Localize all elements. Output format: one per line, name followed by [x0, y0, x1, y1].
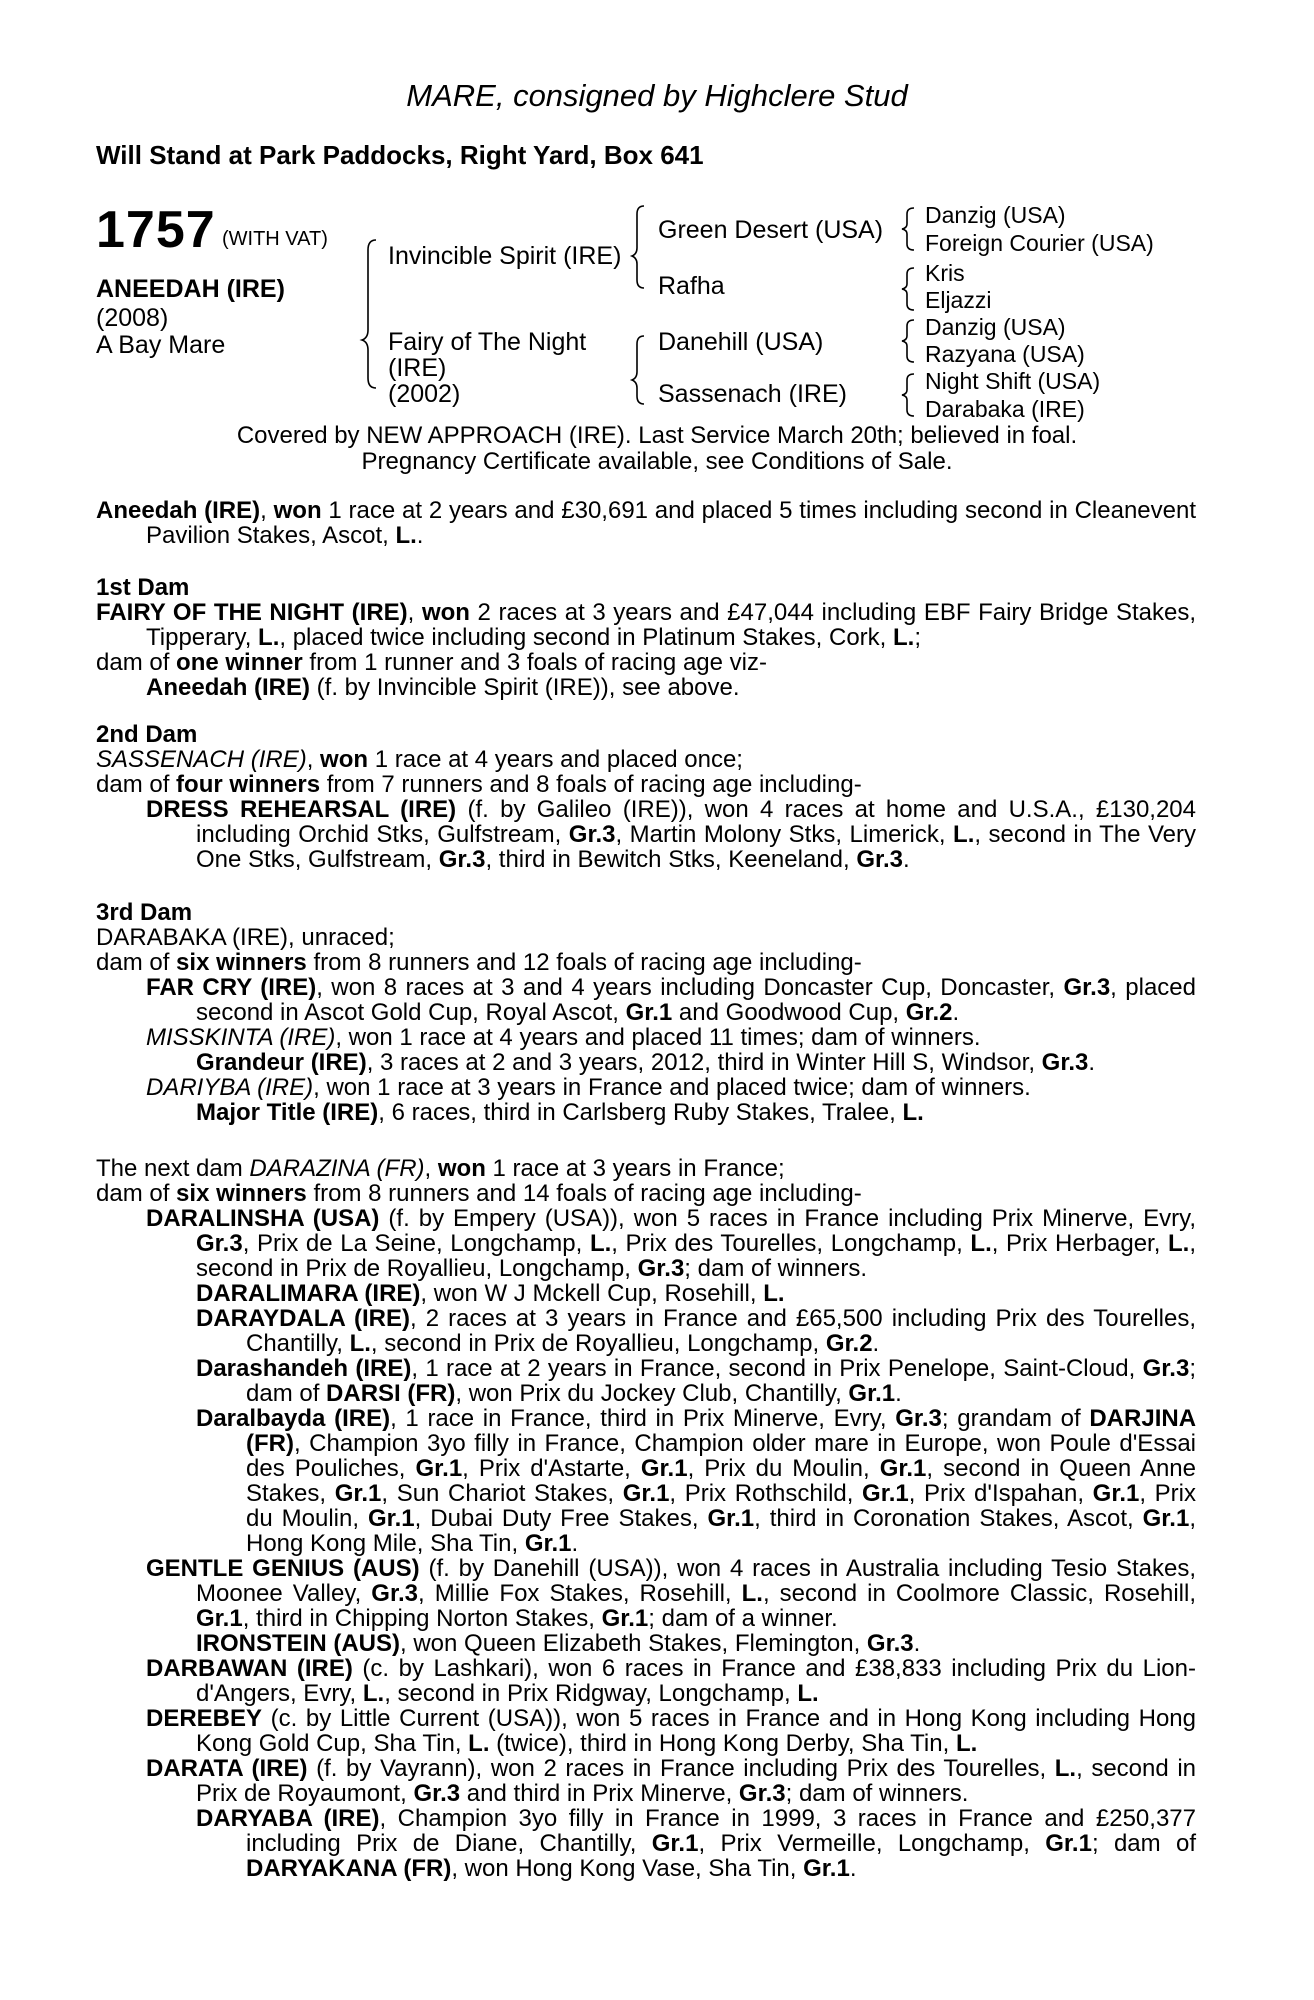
darbawan-t1: (c. by Lashkari), won 6 races in France and £38,833 including Prix du Lion-d'Angers, Evry, [196, 1655, 1196, 1707]
ironstein-t1: , won Queen Elizabeth Stakes, Flemington, [400, 1630, 867, 1657]
farcry-name: FAR CRY (IRE) [146, 974, 317, 1001]
daraydala [96, 1306, 1196, 1356]
darjina-t8: , Prix du Moulin, [246, 1480, 1196, 1532]
darashandeh-t3: , won Prix du Jockey Club, Chantilly, [455, 1380, 849, 1407]
intro-text: 1 race at 2 years and £30,691 and placed 5 times including second in Cleanevent Pavilion Stakes, Ascot, [146, 497, 1197, 549]
dam4-damof-pre: dam of [96, 1180, 177, 1207]
darjina-g1j: Gr.1 [1142, 1505, 1190, 1532]
darjina-g1b: Gr.1 [640, 1455, 688, 1482]
dam2-t1: 1 race at 4 years and placed once; [368, 746, 743, 773]
dam3-damof-b: six winners [176, 949, 307, 976]
darashandeh-t1: , 1 race at 2 years in France, second in Prix Penelope, Saint-Cloud, [411, 1355, 1143, 1382]
dam4-comma: , [424, 1155, 438, 1182]
darashandeh-g3: Gr.3 [1142, 1355, 1190, 1382]
darbawan-t2: , second in Prix Ridgway, Longchamp, [384, 1680, 798, 1707]
darashandeh-t2: ; dam of [246, 1355, 1196, 1407]
dam4-won: won [437, 1155, 486, 1182]
darbawan-l1: L. [362, 1680, 385, 1707]
darashandeh-name: Darashandeh (IRE) [196, 1355, 412, 1382]
darashandeh-g1: Gr.1 [848, 1380, 896, 1407]
dam2-heading: 2nd Dam [96, 721, 198, 748]
daryaba-name: DARYABA (IRE) [196, 1805, 380, 1832]
grandeur-t2: . [1088, 1049, 1096, 1076]
derebey-name: DEREBEY [146, 1705, 263, 1732]
dam2-damof [96, 772, 1196, 797]
dam4-name: DARAZINA (FR) [249, 1155, 425, 1182]
daralinsha-l3: L. [1168, 1230, 1190, 1257]
dam2-p1-name: DRESS REHEARSAL (IRE) [146, 796, 457, 823]
darsi-name: DARSI (FR) [326, 1380, 456, 1407]
intro-listed: L. [395, 522, 417, 549]
dam2-p1-t3: , second in The Very One Stks, Gulfstream, [196, 821, 1197, 873]
misskinta-name: MISSKINTA (IRE) [146, 1024, 336, 1051]
darjina-t2: , Prix d'Astarte, [462, 1455, 641, 1482]
daralbayda-name: Daralbayda (IRE) [196, 1405, 391, 1432]
gentlegenius-t5: ; dam of a winner. [648, 1605, 838, 1632]
darjina-g1f: Gr.1 [862, 1480, 909, 1507]
darjina-t9: , Dubai Duty Free Stakes, [414, 1505, 708, 1532]
daralinsha-t5: , second in Prix de Royallieu, Longchamp, [196, 1230, 1196, 1282]
gg-4: Eljazzi [925, 287, 992, 313]
gentlegenius-t3: , second in Coolmore Classic, Rosehill, [762, 1580, 1197, 1607]
dam3-farcry [96, 975, 1196, 1025]
farcry-g2: Gr.2 [905, 999, 953, 1026]
daraydala-l: L. [349, 1330, 371, 1357]
dam1-p1-text: (f. by Invincible Spirit (IRE)), see above. [310, 674, 740, 701]
daralbayda-g3: Gr.3 [895, 1405, 942, 1432]
gentlegenius-name: GENTLE GENIUS (AUS) [146, 1555, 420, 1582]
sire: Invincible Spirit (IRE) [388, 242, 622, 270]
sire-sire: Green Desert (USA) [658, 216, 884, 244]
pedigree-brackets [0, 0, 1314, 440]
daralinsha-t3: , Prix des Tourelles, Longchamp, [611, 1230, 971, 1257]
derebey-t1: (c. by Little Current (USA)), won 5 races in France and in Hong Kong including Hong Kong Gold Cup, Sha Tin, [196, 1705, 1196, 1757]
daralinsha [96, 1206, 1196, 1281]
daralinsha-g3b: Gr.3 [637, 1255, 685, 1282]
bracket-dd [902, 374, 914, 416]
dam2-damof-post: from 7 runners and 8 foals of racing age including- [320, 771, 862, 798]
dam1-p1-name: Aneedah (IRE) [146, 674, 311, 701]
darjina-t6: , Prix Rothschild, [669, 1480, 863, 1507]
daryaba-t3: ; dam of [1091, 1830, 1196, 1857]
dam2-damof-b: four winners [176, 771, 321, 798]
darjina-g1e: Gr.1 [622, 1480, 670, 1507]
sire-dam: Rafha [658, 272, 725, 300]
dam1-l2: L. [893, 624, 915, 651]
dam-year: (2002) [388, 380, 461, 408]
dam2-g3b: Gr.3 [438, 846, 486, 873]
gentlegenius-t1: (f. by Danehill (USA)), won 4 races in Australia including Tesio Stakes, Moonee Valley, [196, 1555, 1197, 1607]
gg-7: Night Shift (USA) [925, 368, 1101, 394]
dam1-record: FAIRY OF THE NIGHT (IRE), won 2 races at 3 years and £47,044 including EBF Fairy Bridge Stakes, Tipperary, L., placed twice including second in Platinum Stakes, Cork, L.; [96, 599, 1196, 651]
darjina-t4: , second in Queen Anne Stakes, [246, 1455, 1197, 1507]
dam3-damof-post: from 8 runners and 12 foals of racing age including- [306, 949, 862, 976]
dam1-heading: 1st Dam [96, 574, 190, 601]
daryaba-t4: , won Hong Kong Vase, Sha Tin, [451, 1855, 804, 1882]
bracket-sd [902, 268, 914, 310]
daralinsha-name: DARALINSHA (USA) [146, 1205, 380, 1232]
vat-note: (WITH VAT) [222, 228, 328, 250]
gg-5: Danzig (USA) [925, 314, 1066, 340]
farcry-t3: and Goodwood Cup, [672, 999, 906, 1026]
dam2-progeny [96, 797, 1196, 872]
dam3-section [96, 900, 1196, 1125]
farcry-g1: Gr.1 [625, 999, 673, 1026]
daryaba-t2: , Prix Vermeille, Longchamp, [698, 1830, 1046, 1857]
farcry-t2: , placed second in Ascot Gold Cup, Royal Ascot, [196, 974, 1196, 1026]
darjina-t11: , Hong Kong Mile, Sha Tin, [246, 1505, 1196, 1557]
daryaba-t1: , Champion 3yo filly in France in 1999, 3 races in France and £250,377 including Prix de Diane, Chantilly, [246, 1805, 1196, 1857]
daryaba-g1c: Gr.1 [803, 1855, 850, 1882]
daryakana-name: DARYAKANA (FR) [246, 1855, 452, 1882]
darata-t4: ; dam of winners. [785, 1780, 969, 1807]
dam1-damof-post: from 1 runner and 3 foals of racing age viz- [302, 649, 767, 676]
intro-section [96, 498, 1196, 548]
gentlegenius-g1: Gr.1 [196, 1605, 243, 1632]
misskinta-t: , won 1 race at 4 years and placed 11 times; dam of winners. [335, 1024, 981, 1051]
dam-dam: Sassenach (IRE) [658, 380, 847, 408]
gentle-genius [96, 1556, 1196, 1631]
derebey-l1: L. [468, 1730, 490, 1757]
dam2-won: won [320, 746, 369, 773]
daralbayda [96, 1406, 1196, 1556]
daralinsha-t1: (f. by Empery (USA)), won 5 races in France including Prix Minerve, Evry, [379, 1205, 1196, 1232]
darashandeh-t4: . [895, 1380, 902, 1407]
gg-8: Darabaka (IRE) [925, 396, 1085, 422]
darata-l: L. [1054, 1755, 1077, 1782]
darjina-t1: , Champion 3yo filly in France, Champion older mare in Europe, won Poule d'Essai des Pouliches, [246, 1430, 1196, 1482]
dam2-section [96, 722, 1196, 872]
dam2-p1-t5: . [903, 846, 910, 873]
daryaba-t5: . [849, 1855, 857, 1882]
bracket-main [362, 240, 376, 388]
dam1-name: FAIRY OF THE NIGHT (IRE) [96, 599, 408, 626]
gentlegenius-t2: , Millie Fox Stakes, Rosehill, [418, 1580, 742, 1607]
daraydala-t2: , second in Prix de Royallieu, Longchamp, [370, 1330, 826, 1357]
daraydala-name: DARAYDALA (IRE) [196, 1305, 410, 1332]
grandeur-g3: Gr.3 [1041, 1049, 1089, 1076]
dam2-g3c: Gr.3 [856, 846, 904, 873]
daralinsha-t6: ; dam of winners. [684, 1255, 868, 1282]
daraydala-g2: Gr.2 [825, 1330, 873, 1357]
ironstein-name: IRONSTEIN (AUS) [196, 1630, 400, 1657]
dam-sire: Danehill (USA) [658, 328, 824, 356]
darjina-g1c: Gr.1 [879, 1455, 927, 1482]
farcry-t4: . [952, 999, 960, 1026]
covered-note: Covered by NEW APPROACH (IRE). Last Service March 20th; believed in foal. [236, 422, 1078, 449]
farcry-g3: Gr.3 [1063, 974, 1111, 1001]
lot-number: 1757 [96, 201, 216, 259]
horse-year: (2008) [96, 304, 169, 332]
dam2-p1-t1: (f. by Galileo (IRE)), won 4 races at home and U.S.A., £130,204 including Orchid Stks, Gulfstream, [196, 796, 1197, 848]
darata-t1: (f. by Vayrann), won 2 races in France including Prix des Tourelles, [307, 1755, 1055, 1782]
horse-name: ANEEDAH (IRE) [96, 275, 285, 303]
grandeur-name: Grandeur (IRE) [196, 1049, 367, 1076]
intro-end: . [416, 522, 424, 549]
gentlegenius-l: L. [741, 1580, 763, 1607]
dam4-damof-post: from 8 runners and 14 foals of racing age including- [306, 1180, 862, 1207]
daralinsha-l2: L. [970, 1230, 992, 1257]
dam3-record: DARABAKA (IRE), unraced; [96, 924, 395, 951]
darbawan-l2: L. [797, 1680, 819, 1707]
darata-t3: and third in Prix Minerve, [460, 1780, 739, 1807]
horse-desc: A Bay Mare [96, 331, 226, 359]
darjina-g1k: Gr.1 [524, 1530, 572, 1557]
dam1-l1: L. [258, 624, 280, 651]
darashandeh [96, 1356, 1196, 1406]
dam: Fairy of The Night [388, 328, 587, 356]
darjina-g1h: Gr.1 [367, 1505, 415, 1532]
dam3-dariyba [96, 1075, 1196, 1100]
dam3-majortitle [96, 1100, 1196, 1125]
darjina-g1i: Gr.1 [707, 1505, 755, 1532]
dam1-damof [96, 650, 1196, 675]
dam1-t1: 2 races at 3 years and £47,044 including EBF Fairy Bridge Stakes, Tipperary, [146, 599, 1196, 651]
dam3-damof [96, 950, 1196, 975]
grandeur-t1: , 3 races at 2 and 3 years, 2012, third in Winter Hill S, Windsor, [366, 1049, 1042, 1076]
darata-t2: , second in Prix de Royaumont, [196, 1755, 1197, 1807]
darjina-g1a: Gr.1 [415, 1455, 463, 1482]
dam2-g3a: Gr.3 [568, 821, 616, 848]
dam2-name: SASSENACH (IRE) [96, 746, 307, 773]
daralinsha-t2: , Prix de La Seine, Longchamp, [242, 1230, 590, 1257]
daralimara-name: DARALIMARA (IRE) [196, 1280, 421, 1307]
daralbayda-t2: ; grandam of [941, 1405, 1081, 1432]
daralbayda-t1: , 1 race in France, third in Prix Minerve, Evry, [390, 1405, 896, 1432]
daryaba [96, 1806, 1196, 1881]
gentlegenius-t4: , third in Chipping Norton Stakes, [242, 1605, 602, 1632]
darjina-name: DARJINA (FR) [246, 1405, 1197, 1457]
dam3-heading: 3rd Dam [96, 899, 193, 926]
dam2-p1-t4: , third in Bewitch Stks, Keeneland, [485, 846, 857, 873]
dam3-misskinta [96, 1025, 1196, 1050]
gg-1: Danzig (USA) [925, 202, 1066, 228]
darata-g3b: Gr.3 [738, 1780, 786, 1807]
dam3-damof-pre: dam of [96, 949, 177, 976]
ironstein [96, 1631, 1196, 1656]
majortitle-l: L. [902, 1099, 924, 1126]
darjina-t10: , third in Coronation Stakes, Ascot, [754, 1505, 1143, 1532]
darata-name: DARATA (IRE) [146, 1755, 308, 1782]
darjina-g1d: Gr.1 [334, 1480, 382, 1507]
darjina-t5: , Sun Chariot Stakes, [381, 1480, 623, 1507]
pregnancy-note: Pregnancy Certificate available, see Conditions of Sale. [361, 448, 953, 475]
darjina-t12: . [571, 1530, 579, 1557]
dam1-progeny [96, 675, 1196, 700]
dam4-damof-b: six winners [176, 1180, 307, 1207]
gg-6: Razyana (USA) [925, 341, 1085, 367]
dam4-section [96, 1156, 1196, 1881]
bracket-ds [902, 320, 914, 362]
ironstein-g3: Gr.3 [866, 1630, 914, 1657]
daryaba-g1a: Gr.1 [651, 1830, 699, 1857]
dam2-p1-t2: , Martin Molony Stks, Limerick, [615, 821, 954, 848]
gg-3: Kris [925, 260, 965, 286]
stand-location: Will Stand at Park Paddocks, Right Yard, Box 641 [96, 140, 704, 170]
daralimara [96, 1281, 1196, 1306]
dariyba-t: , won 1 race at 3 years in France and placed twice; dam of winners. [313, 1074, 1031, 1101]
daryaba-g1b: Gr.1 [1045, 1830, 1092, 1857]
bracket-ss [902, 208, 914, 250]
darbawan [96, 1656, 1196, 1706]
dam2-la: L. [953, 821, 975, 848]
intro-won: won [273, 497, 322, 524]
dam4-damof [96, 1181, 1196, 1206]
derebey-t2: (twice), third in Hong Kong Derby, Sha Tin, [489, 1730, 956, 1757]
dam-suffix: (IRE) [388, 354, 447, 382]
gg-2: Foreign Courier (USA) [925, 230, 1154, 256]
derebey-l2: L. [955, 1730, 978, 1757]
intro-paragraph: Aneedah (IRE), won 1 race at 2 years and £30,691 and placed 5 times including second in Cleanevent Pavilion Stakes, Ascot, L.. [96, 497, 1197, 549]
daraydala-t1: , 2 races at 3 years in France and £65,500 including Prix des Tourelles, Chantilly, [246, 1305, 1197, 1357]
farcry-t1: , won 8 races at 3 and 4 years including Doncaster Cup, Doncaster, [316, 974, 1064, 1001]
dam4-t1: 1 race at 3 years in France; [485, 1155, 785, 1182]
dariyba-name: DARIYBA (IRE) [146, 1074, 314, 1101]
bracket-sire [632, 206, 644, 288]
darbawan-name: DARBAWAN (IRE) [146, 1655, 353, 1682]
majortitle-t1: , 6 races, third in Carlsberg Ruby Stakes, Tralee, [378, 1099, 903, 1126]
dam1-t2: , placed twice including second in Platinum Stakes, Cork, [279, 624, 893, 651]
dam1-won: won [421, 599, 470, 626]
dam1-section [96, 575, 1196, 700]
majortitle-name: Major Title (IRE) [196, 1099, 379, 1126]
daralinsha-l1: L. [589, 1230, 612, 1257]
dam4-pre: The next dam [96, 1155, 250, 1182]
ironstein-t2: . [913, 1630, 921, 1657]
daralimara-t1: , won W J Mckell Cup, Rosehill, [420, 1280, 764, 1307]
darata [96, 1756, 1196, 1806]
dam4-record [96, 1156, 1196, 1181]
dam1-t3: ; [914, 624, 921, 651]
darjina-g1g: Gr.1 [1092, 1480, 1140, 1507]
dam1-damof-b: one winner [176, 649, 303, 676]
daralinsha-t4: , Prix Herbager, [991, 1230, 1168, 1257]
daralimara-l: L. [763, 1280, 785, 1307]
darjina-t3: , Prix du Moulin, [687, 1455, 880, 1482]
bracket-dam [632, 336, 644, 404]
dam2-damof-pre: dam of [96, 771, 177, 798]
daralinsha-g3: Gr.3 [196, 1230, 243, 1257]
page-title: MARE, consigned by Highclere Stud [406, 78, 908, 113]
gentlegenius-g3: Gr.3 [371, 1580, 418, 1607]
derebey [96, 1706, 1196, 1756]
intro-name: Aneedah (IRE) [96, 497, 261, 524]
darjina-t7: , Prix d'Ispahan, [908, 1480, 1093, 1507]
dam1-damof-pre: dam of [96, 649, 177, 676]
dam2-record: SASSENACH (IRE), won 1 race at 4 years and placed once; [96, 746, 743, 773]
darata-g3a: Gr.3 [413, 1780, 461, 1807]
dam3-grandeur [96, 1050, 1196, 1075]
gentlegenius-g1b: Gr.1 [601, 1605, 649, 1632]
daraydala-t3: . [872, 1330, 880, 1357]
